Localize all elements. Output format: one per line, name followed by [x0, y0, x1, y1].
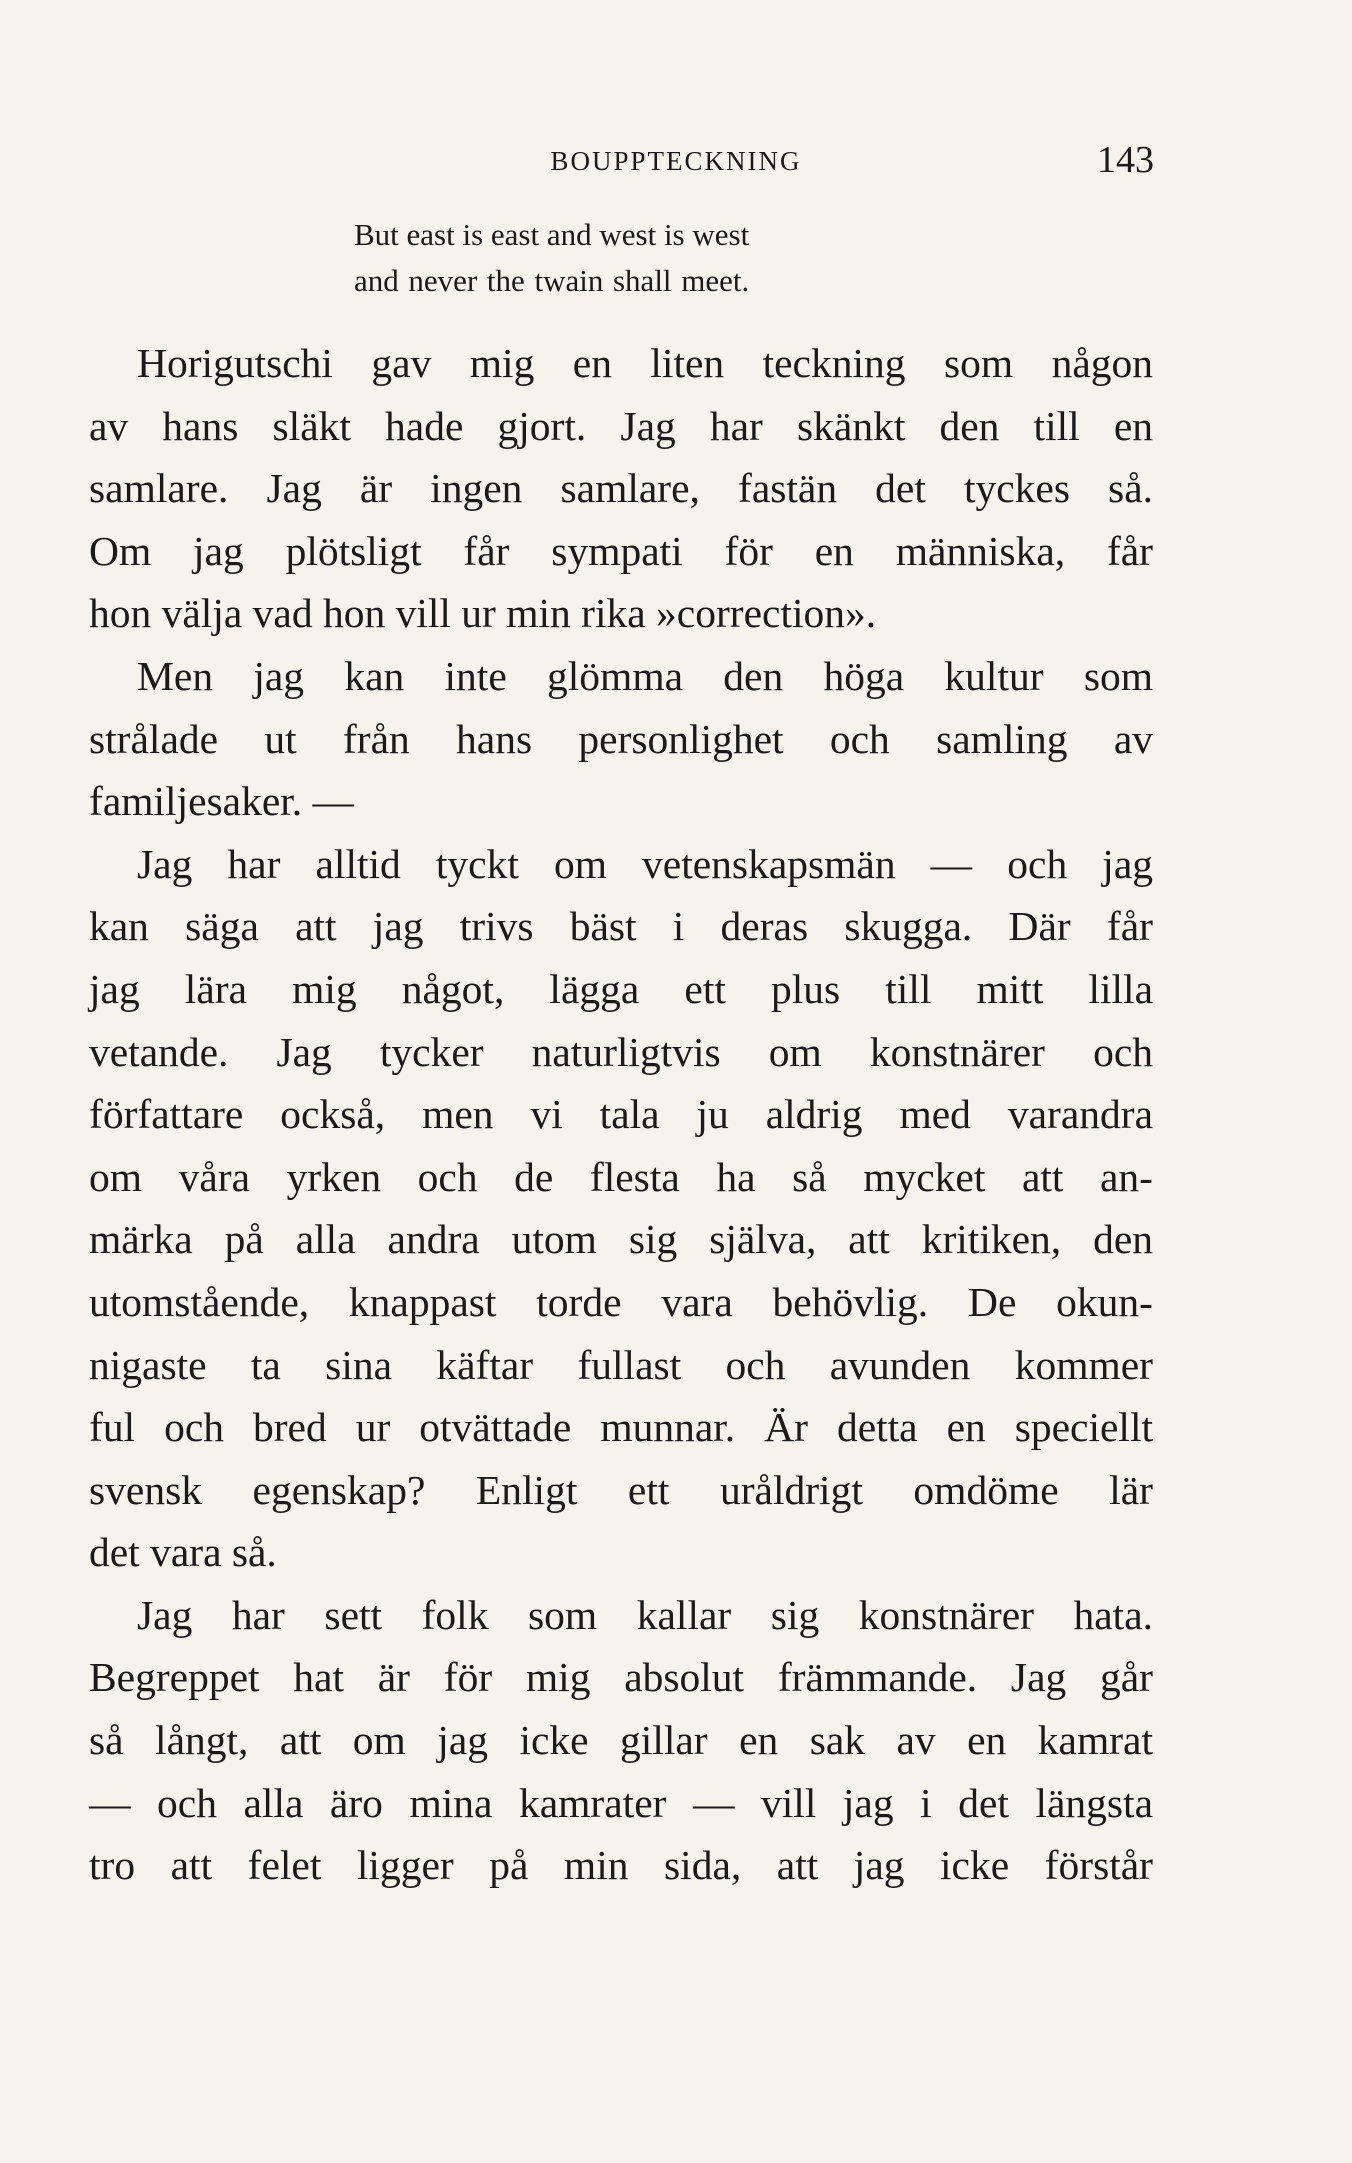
text-line: så långt, att om jag icke gillar en sak av en kamrat	[89, 1717, 1153, 1764]
text-line: märka på alla andra utom sig själva, att kritiken, den	[89, 1216, 1153, 1263]
text-line: av hans släkt hade gjort. Jag har skänkt den till en	[89, 402, 1153, 449]
text-line: svensk egenskap? Enligt ett uråldrigt omdöme lär	[89, 1466, 1153, 1513]
text-line: Men jag kan inte glömma den höga kultur som	[137, 652, 1153, 699]
text-line: vetande. Jag tycker naturligtvis om konstnärer och	[89, 1028, 1153, 1075]
text-line: utomstående, knappast torde vara behövlig. De okun-	[89, 1278, 1153, 1325]
epigraph-line: and never the twain shall meet.	[354, 263, 750, 298]
text-line: samlare. Jag är ingen samlare, fastän det tyckes så.	[89, 465, 1153, 512]
text-line: — och alla äro mina kamrater — vill jag i det längsta	[89, 1779, 1153, 1826]
epigraph-line: But east is east and west is west	[354, 217, 750, 252]
body-text	[89, 332, 1153, 1897]
text-line: om våra yrken och de flesta ha så mycket att an-	[89, 1153, 1153, 1200]
text-line: Om jag plötsligt får sympati för en människa, får	[89, 527, 1153, 574]
text-line: Jag har sett folk som kallar sig konstnärer hata.	[137, 1591, 1153, 1638]
text-line: ful och bred ur otvättade munnar. Är detta en speciellt	[89, 1404, 1153, 1451]
running-title: BOUPPTECKNING	[550, 146, 802, 176]
text-line: Horigutschi gav mig en liten teckning som någon	[137, 340, 1153, 386]
text-line: nigaste ta sina käftar fullast och avunden kommer	[89, 1341, 1153, 1388]
text-line: tro att felet ligger på min sida, att jag icke förstår	[89, 1842, 1153, 1889]
text-line: kan säga att jag trivs bäst i deras skugga. Där får	[89, 903, 1153, 950]
text-line: jag lära mig något, lägga ett plus till mitt lilla	[89, 965, 1153, 1012]
text-line: det vara så.	[89, 1529, 277, 1576]
text-line: författare också, men vi tala ju aldrig med varandra	[89, 1091, 1153, 1138]
page-number: 143	[1097, 139, 1154, 181]
epigraph	[354, 212, 749, 304]
text-line: Jag har alltid tyckt om vetenskapsmän — och jag	[137, 840, 1153, 887]
text-line: familjesaker. —	[89, 778, 355, 825]
text-line: Begreppet hat är för mig absolut främmande. Jag går	[89, 1654, 1153, 1701]
text-line: hon välja vad hon vill ur min rika »correction».	[89, 590, 877, 637]
text-line: strålade ut från hans personlighet och samling av	[89, 715, 1153, 762]
